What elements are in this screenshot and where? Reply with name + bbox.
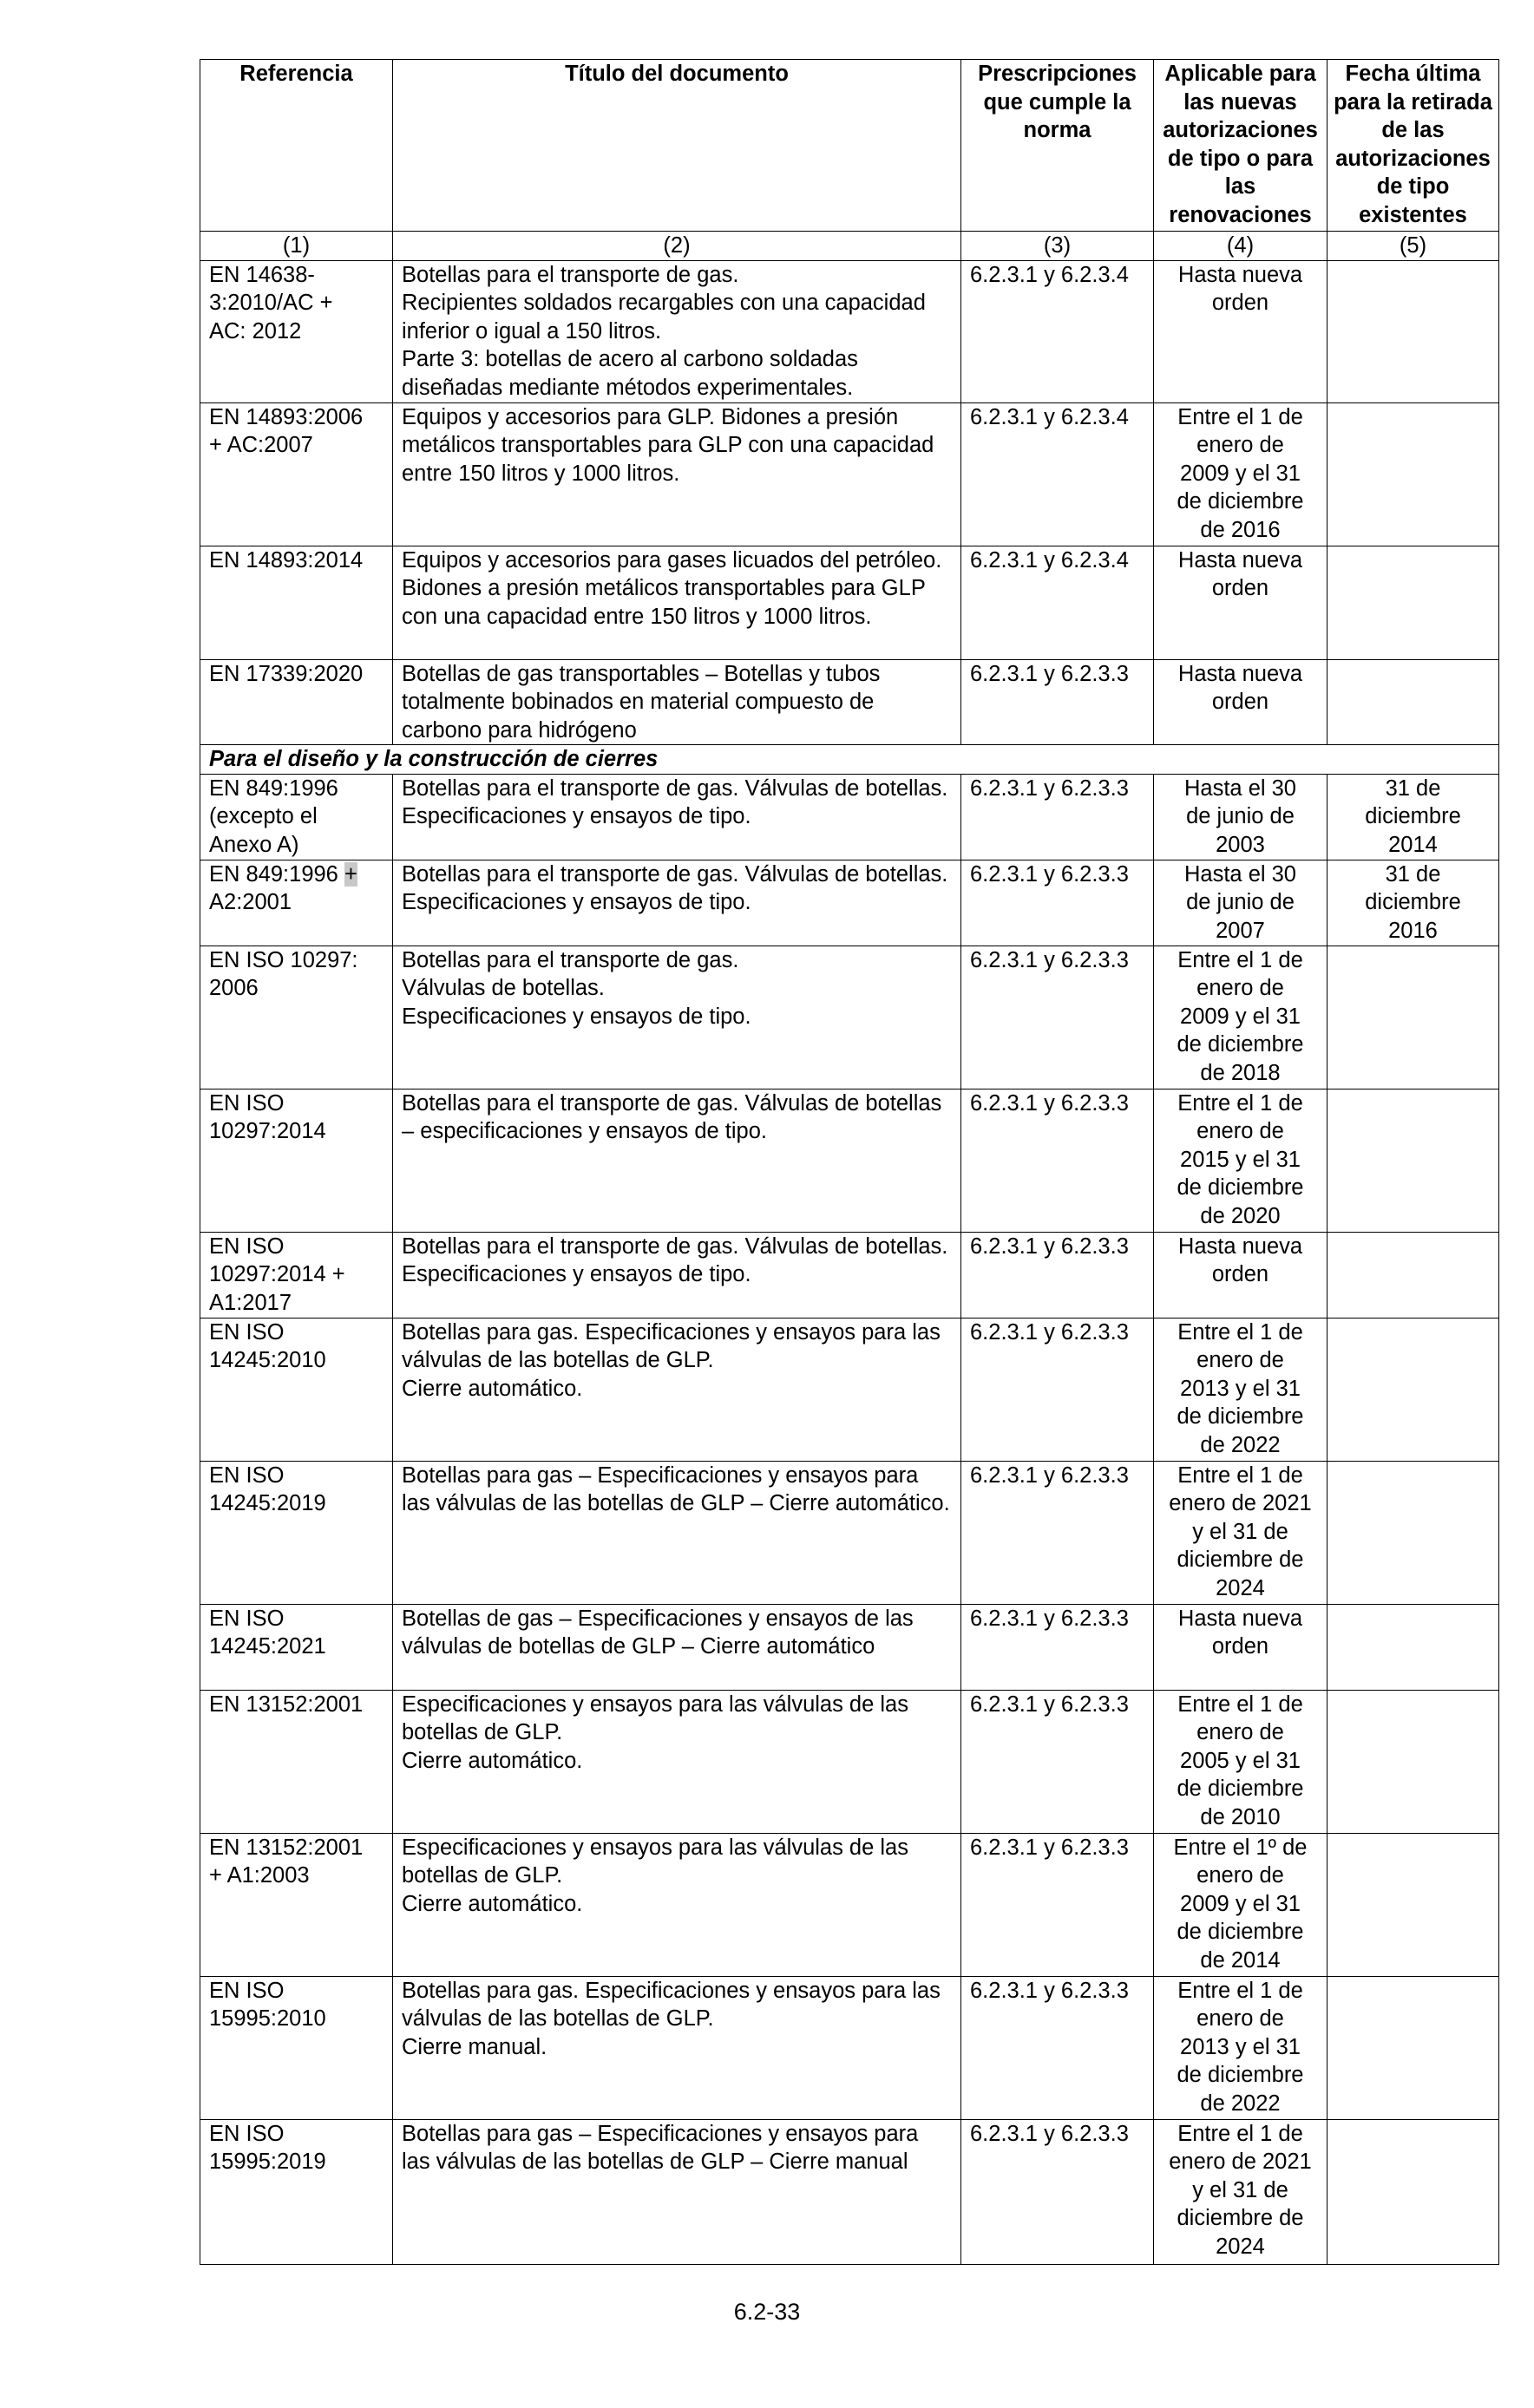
table-row — [200, 774, 1499, 860]
column-number: (3) — [961, 232, 1154, 261]
column-number-row — [200, 232, 1499, 261]
withdrawal-cell — [1328, 1318, 1499, 1461]
title-cell: Botellas de gas transportables – Botellas y tubos totalmente bobinados en material compuesto de carbono para hidrógeno — [393, 659, 961, 745]
section-title: Para el diseño y la construcción de cierres — [200, 745, 1499, 775]
title-cell: Equipos y accesorios para gases licuados del petróleo. Bidones a presión metálicos transportables para GLP con una capacidad entre 150 litros y 1000 litros. — [393, 546, 961, 659]
header-titulo: Título del documento — [393, 60, 961, 232]
reference-cell: EN 13152:2001 + A1:2003 — [200, 1833, 393, 1976]
withdrawal-cell — [1328, 546, 1499, 659]
prescriptions-cell: 6.2.3.1 y 6.2.3.3 — [961, 946, 1154, 1089]
prescriptions-cell: 6.2.3.1 y 6.2.3.3 — [961, 1089, 1154, 1232]
title-cell: Botellas para el transporte de gas. Válvulas de botellas. Especificaciones y ensayos de tipo. — [393, 1232, 961, 1318]
withdrawal-cell: 31 de diciembre 2016 — [1328, 860, 1499, 946]
prescriptions-cell: 6.2.3.1 y 6.2.3.3 — [961, 1232, 1154, 1318]
withdrawal-cell — [1328, 659, 1499, 745]
applicable-cell: Entre el 1 de enero de 2021 y el 31 de diciembre de 2024 — [1154, 1461, 1328, 1604]
applicable-cell: Entre el 1 de enero de 2005 y el 31 de diciembre de 2010 — [1154, 1690, 1328, 1833]
title-cell: Especificaciones y ensayos para las válvulas de las botellas de GLP. Cierre automático. — [393, 1833, 961, 1976]
column-number: (5) — [1328, 232, 1499, 261]
withdrawal-cell — [1328, 2119, 1499, 2264]
reference-cell: EN ISO 15995:2019 — [200, 2119, 393, 2264]
prescriptions-cell: 6.2.3.1 y 6.2.3.3 — [961, 1318, 1154, 1461]
withdrawal-cell — [1328, 1976, 1499, 2119]
withdrawal-cell — [1328, 1232, 1499, 1318]
reference-cell: EN 13152:2001 — [200, 1690, 393, 1833]
header-fecha-retirada: Fecha última para la retirada de las autorizaciones de tipo existentes — [1328, 60, 1499, 232]
header-row — [200, 60, 1499, 232]
applicable-cell: Entre el 1 de enero de 2009 y el 31 de diciembre de 2018 — [1154, 946, 1328, 1089]
reference-text: EN 849:1996 — [209, 861, 344, 887]
title-cell: Botellas de gas – Especificaciones y ensayos de las válvulas de botellas de GLP – Cierre automático — [393, 1604, 961, 1690]
table-row — [200, 546, 1499, 659]
title-cell: Botellas para gas – Especificaciones y ensayos para las válvulas de las botellas de GLP – Cierre manual — [393, 2119, 961, 2264]
table-row — [200, 2119, 1499, 2264]
table-row — [200, 402, 1499, 546]
section-row — [200, 745, 1499, 775]
reference-cell: EN 849:1996 (excepto el Anexo A) — [200, 774, 393, 860]
title-cell: Botellas para el transporte de gas. Válvulas de botellas. Especificaciones y ensayos de tipo. — [393, 774, 961, 860]
reference-cell: EN ISO 14245:2010 — [200, 1318, 393, 1461]
title-cell: Botellas para el transporte de gas. Válvulas de botellas – especificaciones y ensayos de tipo. — [393, 1089, 961, 1232]
applicable-cell: Entre el 1º de enero de 2009 y el 31 de diciembre de 2014 — [1154, 1833, 1328, 1976]
reference-cell: EN 14638- 3:2010/AC + AC: 2012 — [200, 260, 393, 402]
title-cell: Botellas para gas. Especificaciones y ensayos para las válvulas de las botellas de GLP. Cierre manual. — [393, 1976, 961, 2119]
table-row — [200, 1089, 1499, 1232]
column-number: (1) — [200, 232, 393, 261]
prescriptions-cell: 6.2.3.1 y 6.2.3.3 — [961, 1690, 1154, 1833]
title-cell: Botellas para gas. Especificaciones y ensayos para las válvulas de las botellas de GLP. Cierre automático. — [393, 1318, 961, 1461]
title-cell: Equipos y accesorios para GLP. Bidones a presión metálicos transportables para GLP con una capacidad entre 150 litros y 1000 litros. — [393, 402, 961, 546]
applicable-cell: Hasta nueva orden — [1154, 260, 1328, 402]
withdrawal-cell — [1328, 1461, 1499, 1604]
title-cell: Botellas para el transporte de gas. Válvulas de botellas. Especificaciones y ensayos de tipo. — [393, 860, 961, 946]
column-number: (2) — [393, 232, 961, 261]
reference-cell — [200, 860, 393, 946]
withdrawal-cell — [1328, 1690, 1499, 1833]
title-cell: Especificaciones y ensayos para las válvulas de las botellas de GLP. Cierre automático. — [393, 1690, 961, 1833]
reference-cell: EN ISO 10297:2014 + A1:2017 — [200, 1232, 393, 1318]
page-number: 6.2-33 — [733, 2299, 801, 2325]
reference-cell: EN ISO 14245:2021 — [200, 1604, 393, 1690]
table-row — [200, 1318, 1499, 1461]
applicable-cell: Hasta nueva orden — [1154, 1604, 1328, 1690]
applicable-cell: Hasta nueva orden — [1154, 659, 1328, 745]
table-row — [200, 1232, 1499, 1318]
applicable-cell: Entre el 1 de enero de 2013 y el 31 de diciembre de 2022 — [1154, 1976, 1328, 2119]
prescriptions-cell: 6.2.3.1 y 6.2.3.3 — [961, 1604, 1154, 1690]
reference-cell: EN ISO 14245:2019 — [200, 1461, 393, 1604]
prescriptions-cell: 6.2.3.1 y 6.2.3.3 — [961, 774, 1154, 860]
column-number: (4) — [1154, 232, 1328, 261]
table-row — [200, 1604, 1499, 1690]
withdrawal-cell: 31 de diciembre 2014 — [1328, 774, 1499, 860]
withdrawal-cell — [1328, 260, 1499, 402]
reference-cell: EN ISO 10297:2014 — [200, 1089, 393, 1232]
reference-text: A2:2001 — [209, 890, 292, 914]
withdrawal-cell — [1328, 1089, 1499, 1232]
prescriptions-cell: 6.2.3.1 y 6.2.3.3 — [961, 1833, 1154, 1976]
table-row — [200, 1461, 1499, 1604]
highlighted-plus: + — [344, 861, 357, 887]
header-prescripciones: Prescripciones que cumple la norma — [961, 60, 1154, 232]
applicable-cell: Entre el 1 de enero de 2021 y el 31 de diciembre de 2024 — [1154, 2119, 1328, 2264]
applicable-cell: Entre el 1 de enero de 2009 y el 31 de diciembre de 2016 — [1154, 402, 1328, 546]
prescriptions-cell: 6.2.3.1 y 6.2.3.3 — [961, 1461, 1154, 1604]
withdrawal-cell — [1328, 1604, 1499, 1690]
table-row — [200, 260, 1499, 402]
table-row — [200, 659, 1499, 745]
table-row — [200, 1690, 1499, 1833]
applicable-cell: Hasta el 30 de junio de 2003 — [1154, 774, 1328, 860]
prescriptions-cell: 6.2.3.1 y 6.2.3.3 — [961, 1976, 1154, 2119]
table-row — [200, 1833, 1499, 1976]
title-cell: Botellas para el transporte de gas. Válvulas de botellas. Especificaciones y ensayos de tipo. — [393, 946, 961, 1089]
prescriptions-cell: 6.2.3.1 y 6.2.3.4 — [961, 260, 1154, 402]
reference-cell: EN ISO 10297: 2006 — [200, 946, 393, 1089]
applicable-cell: Hasta nueva orden — [1154, 546, 1328, 659]
prescriptions-cell: 6.2.3.1 y 6.2.3.3 — [961, 860, 1154, 946]
title-cell: Botellas para gas – Especificaciones y ensayos para las válvulas de las botellas de GLP – Cierre automático. — [393, 1461, 961, 1604]
prescriptions-cell: 6.2.3.1 y 6.2.3.3 — [961, 2119, 1154, 2264]
withdrawal-cell — [1328, 402, 1499, 546]
prescriptions-cell: 6.2.3.1 y 6.2.3.4 — [961, 546, 1154, 659]
header-aplicable: Aplicable para las nuevas autorizaciones de tipo o para las renovaciones — [1154, 60, 1328, 232]
standards-table — [200, 59, 1499, 2265]
reference-cell: EN ISO 15995:2010 — [200, 1976, 393, 2119]
title-cell: Botellas para el transporte de gas. Recipientes soldados recargables con una capacidad inferior o igual a 150 litros. Parte 3: botellas de acero al carbono soldadas diseñadas mediante métodos experimentales. — [393, 260, 961, 402]
table-row — [200, 946, 1499, 1089]
reference-cell: EN 14893:2006 + AC:2007 — [200, 402, 393, 546]
withdrawal-cell — [1328, 946, 1499, 1089]
reference-cell: EN 17339:2020 — [200, 659, 393, 745]
withdrawal-cell — [1328, 1833, 1499, 1976]
prescriptions-cell: 6.2.3.1 y 6.2.3.4 — [961, 402, 1154, 546]
table-row — [200, 860, 1499, 946]
applicable-cell: Entre el 1 de enero de 2015 y el 31 de diciembre de 2020 — [1154, 1089, 1328, 1232]
prescriptions-cell: 6.2.3.1 y 6.2.3.3 — [961, 659, 1154, 745]
reference-cell: EN 14893:2014 — [200, 546, 393, 659]
applicable-cell: Hasta el 30 de junio de 2007 — [1154, 860, 1328, 946]
table-row — [200, 1976, 1499, 2119]
applicable-cell: Entre el 1 de enero de 2013 y el 31 de diciembre de 2022 — [1154, 1318, 1328, 1461]
header-referencia: Referencia — [200, 60, 393, 232]
applicable-cell: Hasta nueva orden — [1154, 1232, 1328, 1318]
